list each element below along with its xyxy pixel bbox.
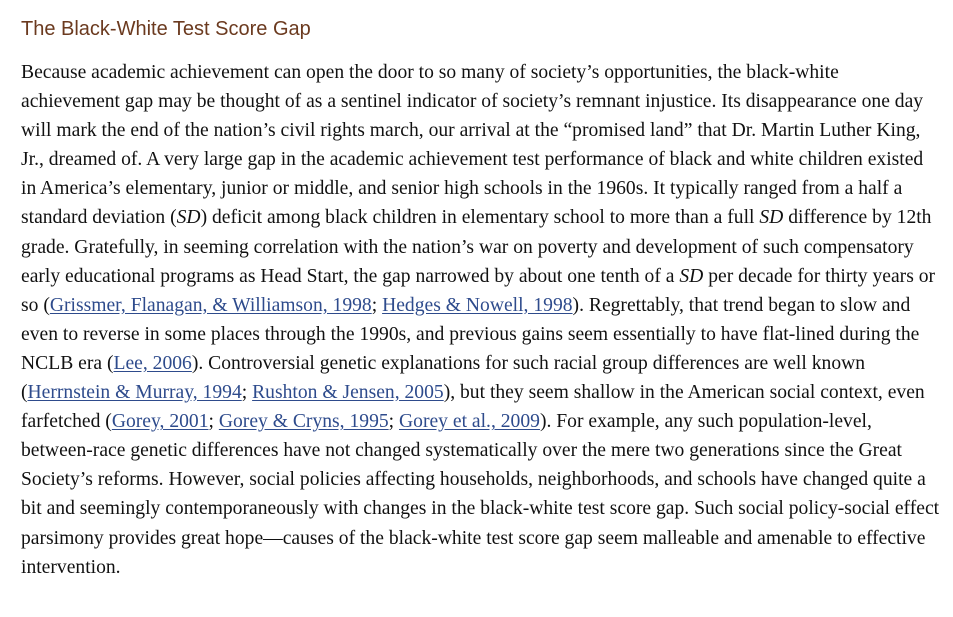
text-segment: ) deficit among black children in elementary school to more than a full: [200, 207, 760, 229]
citation-link-gorey-cryns-1995[interactable]: Gorey & Cryns, 1995: [218, 411, 389, 433]
text-segment: ). Regrettably, that trend began to slow and even to reverse in some places through the 1990s, and previous gains seem essentially to have flat-lined during the NCLB era (: [21, 294, 920, 374]
text-segment: ). Controversial genetic explanations for such racial group differences are well known (: [21, 352, 866, 404]
body-paragraph: [21, 58, 941, 582]
text-segment: ), but they seem shallow in the American social context, even farfetched (: [21, 382, 925, 433]
section-title: The Black-White Test Score Gap: [21, 18, 311, 40]
sd-term: SD: [679, 265, 704, 287]
sd-term: SD: [176, 207, 201, 229]
text-segment: Because academic achievement can open the door to so many of society’s opportunities, the black-white achievement gap may be thought of as a sentinel indicator of society’s remnant injustice. Its disappearance one day will mark the end of the nation’s civil rights march, our arrival at the “promised land” that Dr. Martin Luther King, Jr., dreamed of. A very large gap in the academic achievement test performance of black and white children existed in America’s elementary, junior or middle, and senior high schools in the 1960s. It typically ranged from a half a standard deviation (: [21, 62, 924, 229]
text-segment: ). For example, any such population-level, between-race genetic differences have not changed systematically over the mere two generations since the Great Society’s reforms. However, social policies affecting households, neighborhoods, and schools have changed quite a bit and seemingly contemporaneously with changes in the black-white test score gap. Such social policy-social effect parsimony provides great hope—causes of the black-white test score gap seem malleable and amenable to effective intervention.: [21, 411, 940, 578]
text-segment: per decade for thirty years or so (: [21, 265, 936, 316]
citation-link-rushton-2005[interactable]: Rushton & Jensen, 2005: [252, 382, 444, 404]
citation-link-grissmer-1998[interactable]: Grissmer, Flanagan, & Williamson, 1998: [49, 294, 372, 316]
citation-link-hedges-1998[interactable]: Hedges & Nowell, 1998: [382, 294, 573, 316]
text-segment: difference by 12th grade. Gratefully, in seeming correlation with the nation’s war on poverty and development of such compensatory early educational programs as Head Start, the gap narrowed by about one tenth of a: [21, 207, 932, 287]
citation-separator: ;: [208, 411, 219, 433]
citation-separator: ;: [371, 294, 383, 316]
citation-link-gorey-2001[interactable]: Gorey, 2001: [111, 411, 209, 433]
citation-link-herrnstein-1994[interactable]: Herrnstein & Murray, 1994: [27, 382, 242, 404]
article-section: [21, 14, 941, 582]
citation-link-lee-2006[interactable]: Lee, 2006: [113, 352, 192, 374]
citation-separator: ;: [388, 411, 400, 433]
citation-link-gorey-2009[interactable]: Gorey et al., 2009: [399, 411, 540, 433]
citation-separator: ;: [241, 382, 253, 404]
sd-term: SD: [759, 207, 784, 229]
